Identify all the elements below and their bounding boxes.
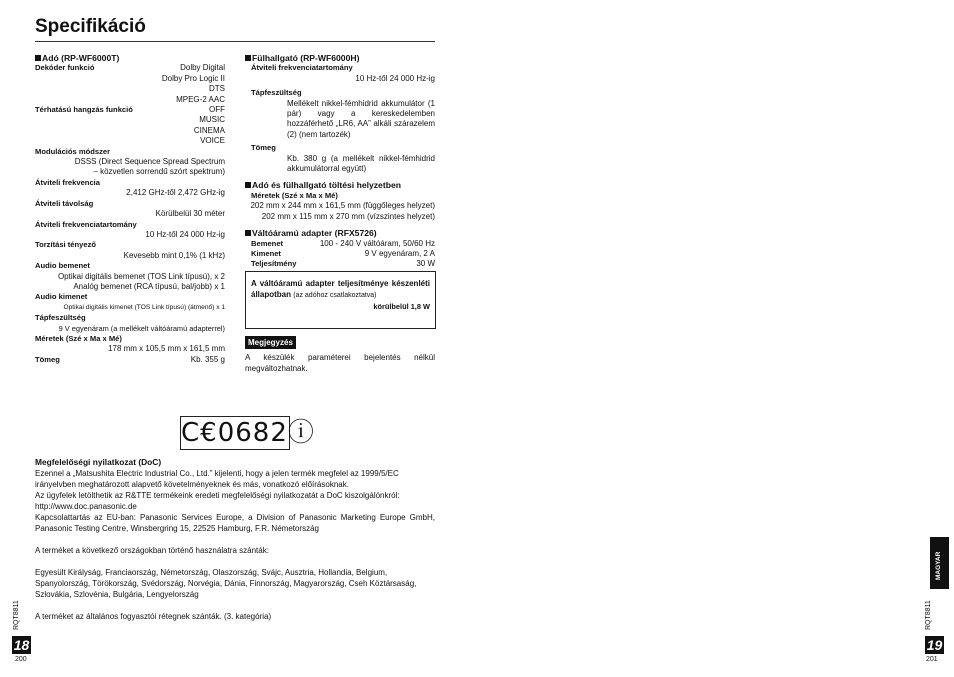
range-value: 10 Hz-től 24 000 Hz-ig <box>145 229 225 239</box>
note-text: A készülék paraméterei bejelentés nélkül megváltozhatnak. <box>245 353 435 373</box>
doc-paragraph-1: Ezennel a „Matsushita Electric Industrial Co., Ltd.” kijelenti, hogy a jelen termék megfelel az 1999/5/EC irányelvben meghatározott alapvető követelményeknek és más, vonatkozó előírásoknak. <box>35 469 399 489</box>
modulation-value-1: DSSS (Direct Sequence Spread Spectrum <box>74 157 225 167</box>
left-doc-code: RQT8811 <box>13 600 20 630</box>
frequency-value: 2,412 GHz-től 2,472 GHz-ig <box>126 188 225 198</box>
language-tab-label: MAGYAR <box>935 551 942 580</box>
standby-power-value: körülbelül 1,8 W <box>373 302 430 311</box>
doc-paragraph-4: Kapcsolattartás az EU-ban: Panasonic Services Europe, a Division of Panasonic Marketing Europe GmbH, Panasonic Testing Centre, Winsbergring 15, 22525 Hamburg, F.R. Németország <box>35 513 435 533</box>
hp-weight-label: Tömeg <box>251 143 276 153</box>
bullet-square-icon <box>35 55 41 61</box>
decoder-value-0: Dolby Digital <box>180 63 225 73</box>
standby-power-box <box>245 271 436 329</box>
audio-input-2: Analóg bemenet (RCA típusú, bal/jobb) x 1 <box>73 281 225 291</box>
decoder-value-1: Dolby Pro Logic II <box>161 73 225 83</box>
surround-label: Térhatású hangzás funkció <box>35 105 133 115</box>
headphone-specs <box>245 53 435 270</box>
distance-label: Átviteli távolság <box>35 198 94 208</box>
bullet-square-icon <box>245 182 251 188</box>
hp-power-label: Tápfeszültség <box>251 88 302 98</box>
decoder-value-3: MPEG-2 AAC <box>176 94 225 104</box>
adapter-output-label: Kimenet <box>251 248 281 258</box>
hp-weight-text: Kb. 380 g (a mellékelt nikkel-fémhidrid akkumulátorral együtt) <box>287 153 435 174</box>
charge-heading: Adó és fülhallgató töltési helyzetben <box>245 180 435 190</box>
charge-dim-2: 202 mm x 115 mm x 270 mm (vízszintes helyzet) <box>261 211 435 221</box>
transmitter-heading: Adó (RP-WF6000T) <box>35 53 225 63</box>
frequency-label: Átviteli frekvencia <box>35 177 100 187</box>
doc-heading: Megfelelőségi nyilatkozat (DoC) <box>35 457 162 467</box>
hp-range-value: 10 Hz-től 24 000 Hz-ig <box>355 73 435 83</box>
adapter-power-value: 30 W <box>416 259 435 269</box>
surround-value-1: MUSIC <box>199 115 225 125</box>
doc-countries: Egyesült Királyság, Franciaország, Németország, Olaszország, Svájc, Ausztria, Hollandia, Belgium, Spanyolország, Törökország, Svédország, Norvégia, Dánia, Finnország, Magyarország, Cseh Köztársaság, Szlovákia, Szlovénia, Bulgária, Lengyelország <box>35 568 417 599</box>
left-page-sub: 200 <box>15 656 27 663</box>
transmitter-specs <box>35 53 225 365</box>
audio-output-label: Audio kimenet <box>35 292 88 302</box>
audio-input-label: Audio bemenet <box>35 261 90 271</box>
adapter-heading: Váltóáramú adapter (RFX5726) <box>245 228 435 238</box>
ce-mark-text: C€0682ⓘ <box>181 418 315 448</box>
bullet-square-icon <box>245 55 251 61</box>
weight-label: Tömeg <box>35 354 60 364</box>
standby-power-note: (az adóhoz csatlakoztatva) <box>293 292 377 299</box>
doc-paragraph-2: Az ügyfelek letölthetik az R&TTE termékeink eredeti megfelelőségi nyilatkozatát a DoC kiszolgálónkról: <box>35 491 400 500</box>
decoder-label: Dekóder funkció <box>35 63 95 73</box>
dimensions-value: 178 mm x 105,5 mm x 161,5 mm <box>108 344 225 354</box>
power-label: Tápfeszültség <box>35 313 86 323</box>
power-value: 9 V egyenáram (a mellékelt váltóáramú adapterrel) <box>58 323 225 333</box>
modulation-label: Modulációs módszer <box>35 146 111 156</box>
hp-power-text: Mellékelt nikkel-fémhidrid akkumulátor (1 pár) vagy a kereskedelemben hozzáférhető „LR6, AA” alkáli szárazelem (2) (nem tartozék) <box>287 98 435 139</box>
audio-output-1: Optikai digitális kimenet (TOS Link típusú) (átmenő) x 1 <box>63 303 225 311</box>
distance-value: Körülbelül 30 méter <box>155 209 225 219</box>
modulation-value-2: – közvetlen sorrendű szórt spektrum) <box>93 167 225 177</box>
dimensions-label: Méretek (Szé x Ma x Mé) <box>35 333 122 343</box>
surround-value-3: VOICE <box>200 136 225 146</box>
weight-value: Kb. 355 g <box>190 354 225 364</box>
charge-dim-label: Méretek (Szé x Ma x Mé) <box>251 190 338 200</box>
doc-paragraph-7: A terméket az általános fogyasztói rétegnek szánták. (3. kategória) <box>35 612 272 621</box>
surround-value-0: OFF <box>209 105 225 115</box>
page-title: Specifikáció <box>35 16 146 37</box>
range-label: Átviteli frekvenciatartomány <box>35 219 137 229</box>
bullet-square-icon <box>245 230 251 236</box>
standby-power-title: A váltóáramú adapter teljesítménye készenléti állapotban <box>251 279 430 299</box>
left-page-number: 18 <box>13 637 30 653</box>
charge-dim-1: 202 mm x 244 mm x 161,5 mm (függőleges helyzet) <box>250 201 435 211</box>
decoder-value-2: DTS <box>209 84 225 94</box>
surround-value-2: CINEMA <box>193 125 225 135</box>
adapter-input-label: Bemenet <box>251 238 284 248</box>
doc-url: http://www.doc.panasonic.de <box>35 502 137 511</box>
right-page-sub: 201 <box>926 656 938 663</box>
right-page-number: 19 <box>926 637 943 653</box>
distortion-label: Torzítási tényező <box>35 240 97 250</box>
title-rule <box>35 41 435 42</box>
declaration-of-conformity <box>35 457 435 622</box>
adapter-input-value: 100 - 240 V váltóáram, 50/60 Hz <box>319 238 435 248</box>
right-doc-code: RQT8811 <box>925 600 932 630</box>
doc-paragraph-5: A terméket a következő országokban történő használatra szánták: <box>35 546 269 555</box>
note-tag: Megjegyzés <box>245 336 296 349</box>
hp-range-label: Átviteli frekvenciatartomány <box>251 63 353 73</box>
adapter-output-value: 9 V egyenáram, 2 A <box>364 248 435 258</box>
adapter-power-label: Teljesítmény <box>251 259 297 269</box>
audio-input-1: Optikai digitális bemenet (TOS Link típusú), x 2 <box>57 271 225 281</box>
ce-mark-logo <box>180 416 315 450</box>
distortion-value: Kevesebb mint 0,1% (1 kHz) <box>123 250 225 260</box>
headphone-heading: Fülhallgató (RP-WF6000H) <box>245 53 435 63</box>
